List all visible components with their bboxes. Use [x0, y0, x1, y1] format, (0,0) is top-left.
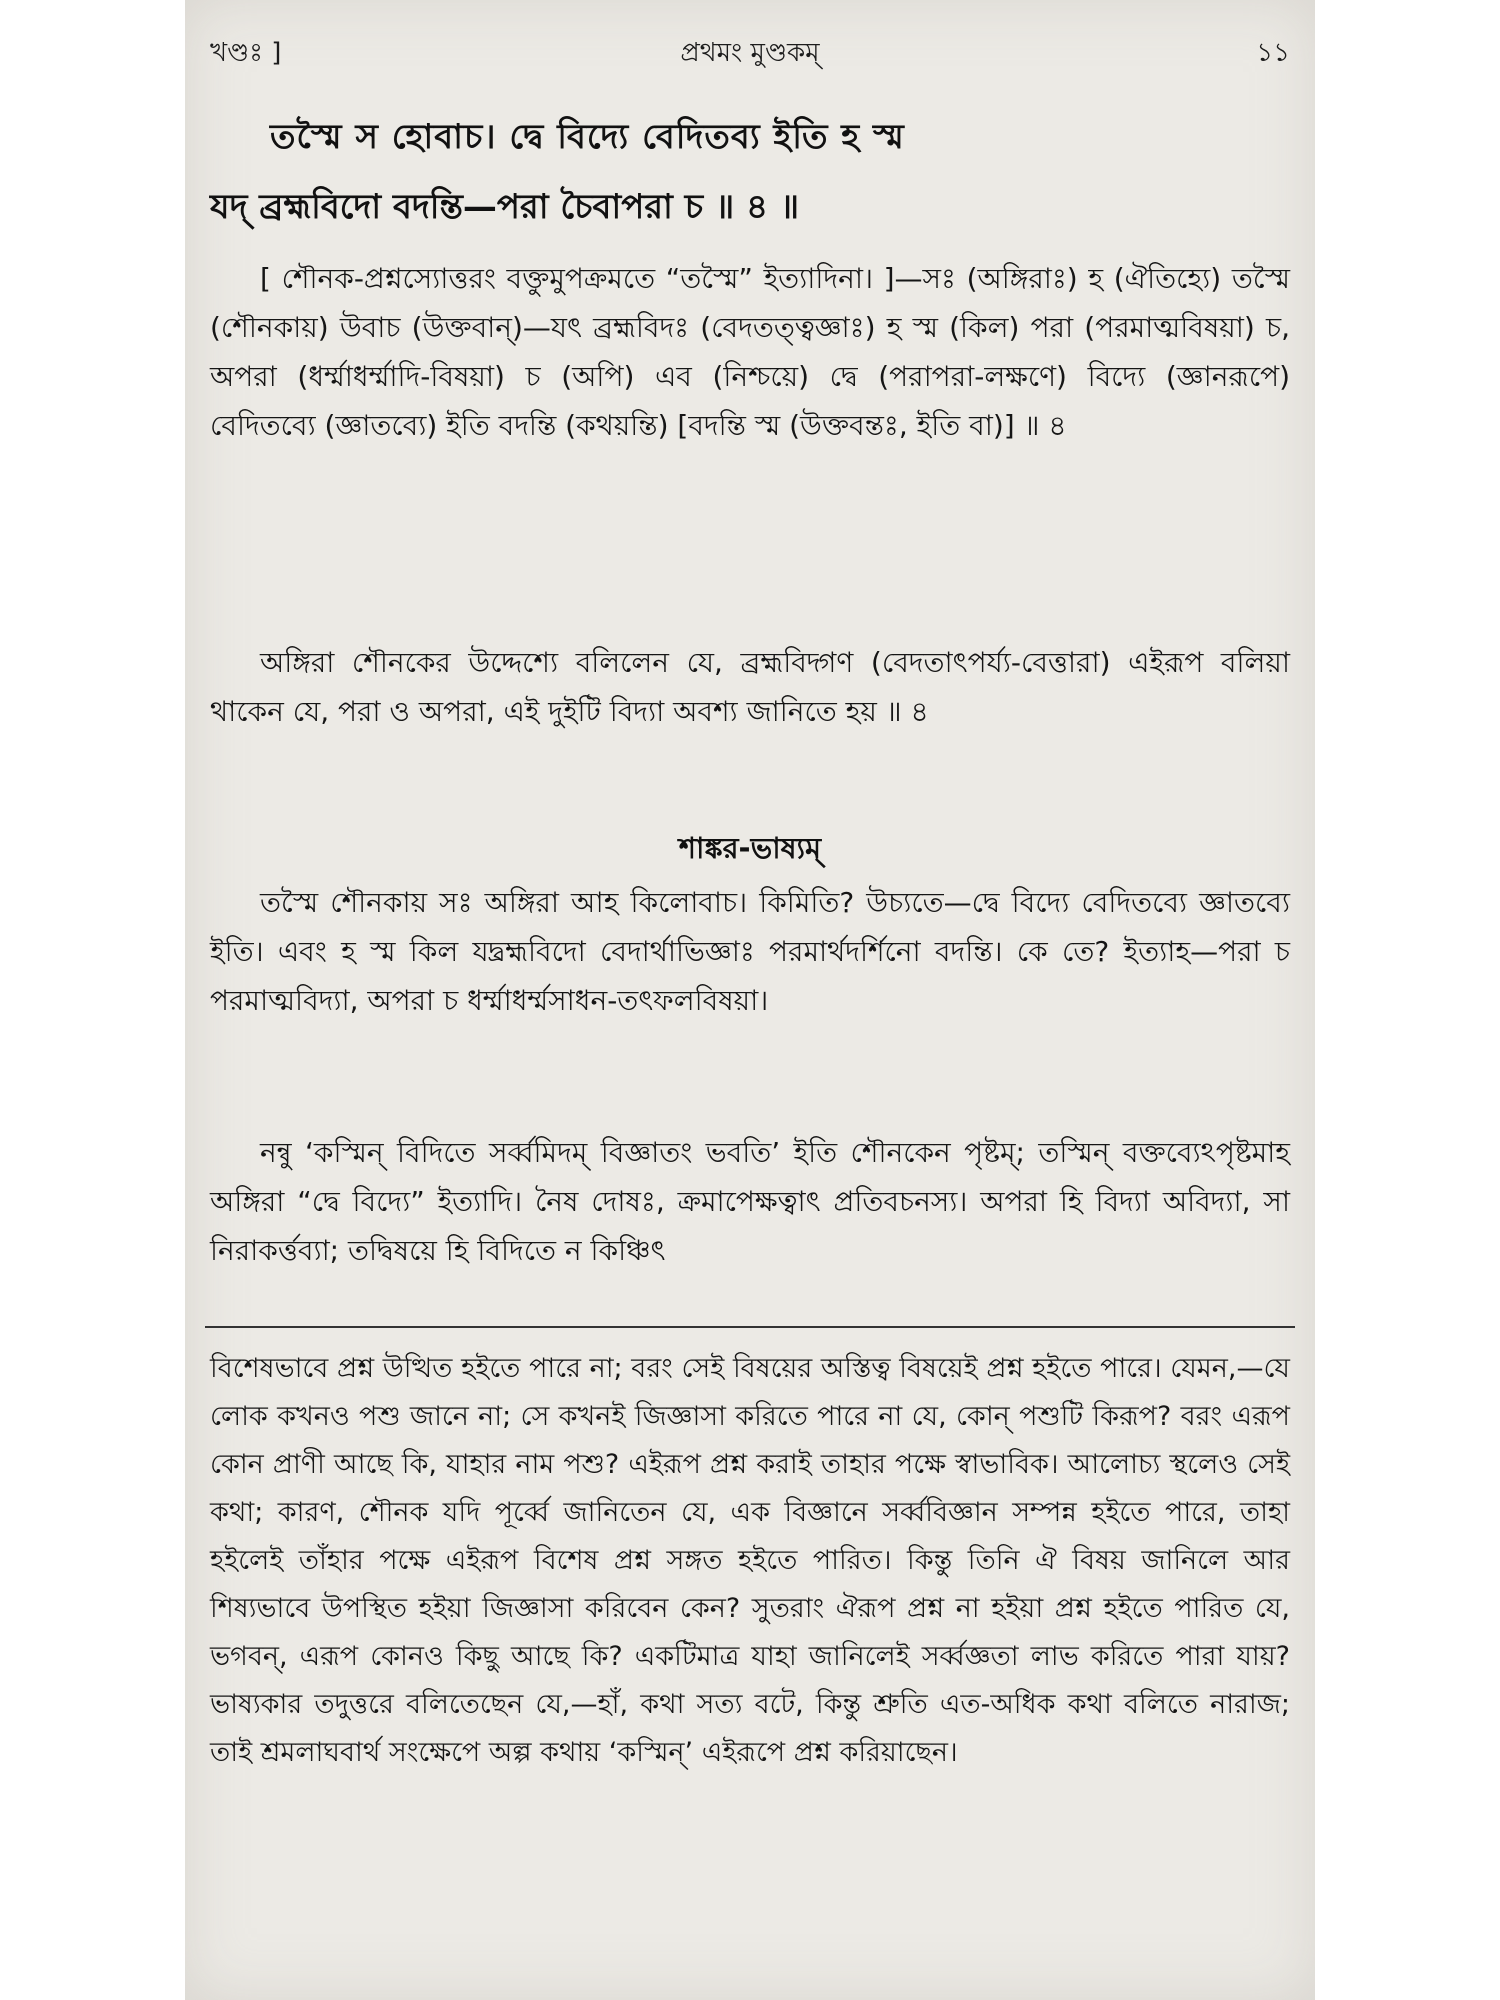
footnote-paragraph: বিশেষভাবে প্রশ্ন উত্থিত হইতে পারে না; বরং সেই বিষয়ের অস্তিত্ব বিষয়েই প্রশ্ন হইতে পারে। যেমন,—যে লোক কখনও পশু জানে না; সে কখনই জিজ্ঞাসা করিতে পারে না যে, কোন্ পশুটি কিরূপ? বরং এরূপ কোন প্রাণী আছে কি, যাহার নাম পশু? এইরূপ প্রশ্ন করাই তাহার পক্ষে স্বাভাবিক। আলোচ্য স্থলেও সেই কথা; কারণ, শৌনক যদি পূর্ব্বে জানিতেন যে, এক বিজ্ঞানে সর্ব্ববিজ্ঞান সম্পন্ন হইতে পারে, তাহা হইলেই তাঁহার পক্ষে এইরূপ বিশেষ প্রশ্ন সঙ্গত হইতে পারিত। কিন্তু তিনি ঐ বিষয় জানিলে আর শিষ্যভাবে উপস্থিত হইয়া জিজ্ঞাসা করিবেন কেন? সুতরাং ঐরূপ প্রশ্ন না হইয়া প্রশ্ন হইতে পারিত যে, ভগবন্, এরূপ কোনও কিছু আছে কি? একটিমাত্র যাহা জানিলেই সর্ব্বজ্ঞতা লাভ করিতে পারা যায়? ভাষ্যকার তদুত্তরে বলিতেছেন যে,—হাঁ, কথা সত্য বটে, কিন্তু শ্রুতি এত-অধিক কথা বলিতে নারাজ; তাই শ্রমলাঘবার্থ সংক্ষেপে অল্প কথায় ‘কস্মিন্’ এইরূপে প্রশ্ন করিয়াছেন।: [210, 1353, 1290, 1768]
commentary-paragraph: [ শৌনক-প্রশ্নস্যোত্তরং বক্তুমুপক্রমতে “তস্মৈ” ইত্যাদিনা। ]—সঃ (অঙ্গিরাঃ) হ (ঐতিহ্যে) তস্মৈ (শৌনকায়) উবাচ (উক্তবান্)—যৎ ব্রহ্মবিদঃ (বেদতত্ত্বজ্ঞাঃ) হ স্ম (কিল) পরা (পরমাত্মবিষয়া) চ, অপরা (ধর্ম্মাধর্ম্মাদি-বিষয়া) চ (অপি) এব (নিশ্চয়ে) দ্বে (পরাপরা-লক্ষণে) বিদ্যে (জ্ঞানরূপে) বেদিতব্যে (জ্ঞাতব্যে) ইতি বদন্তি (কথয়ন্তি) [বদন্তি স্ম (উক্তবন্তঃ, ইতি বা)] ॥ ৪: [210, 262, 1290, 442]
header-section-mark: খণ্ডঃ ]: [210, 38, 282, 68]
verse-line-2: যদ্ ব্রহ্মবিদো বদন্তি—পরা চৈবাপরা চ ॥ ৪ ॥: [210, 187, 800, 227]
book-page: [185, 0, 1315, 2000]
verse-line-1: তস্মৈ স হোবাচ। দ্বে বিদ্যে বেদিতব্য ইতি হ স্ম: [270, 117, 905, 157]
header-title: প্রথমং মুণ্ডকম্: [680, 38, 820, 68]
bhashya-paragraph-1: তস্মৈ শৌনকায় সঃ অঙ্গিরা আহ কিলোবাচ। কিমিতি? উচ্যতে—দ্বে বিদ্যে বেদিতব্যে জ্ঞাতব্যে ইতি। এবং হ স্ম কিল যদ্ব্রহ্মবিদো বেদার্থাভিজ্ঞাঃ পরমার্থদর্শিনো বদন্তি। কে তে? ইত্যাহ—পরা চ পরমাত্মবিদ্যা, অপরা চ ধর্ম্মাধর্ম্মসাধন-তৎফলবিষয়া।: [210, 886, 1290, 1017]
page-number: ১১: [1256, 38, 1290, 68]
bhashya-paragraph-2: নন্বু ‘কস্মিন্ বিদিতে সর্ব্বমিদম্ বিজ্ঞাতং ভবতি’ ইতি শৌনকেন পৃষ্টম্; তস্মিন্ বক্তব্যেঽপৃষ্টমাহ অঙ্গিরা “দ্বে বিদ্যে” ইত্যাদি। নৈষ দোষঃ, ক্রমাপেক্ষত্বাৎ প্রতিবচনস্য। অপরা হি বিদ্যা অবিদ্যা, সা নিরাকর্ত্তব্যা; তদ্বিষয়ে হি বিদিতে ন কিঞ্চিৎ: [210, 1136, 1290, 1267]
footnote-divider: [205, 1326, 1295, 1328]
running-header: [210, 32, 1290, 76]
bhashya-heading: শাঙ্কর-ভাষ্যম্: [678, 831, 822, 865]
translation-paragraph: অঙ্গিরা শৌনকের উদ্দেশ্যে বলিলেন যে, ব্রহ্মবিদ্গণ (বেদতাৎপর্য্য-বেত্তারা) এইরূপ বলিয়া থাকেন যে, পরা ও অপরা, এই দুইটি বিদ্যা অবশ্য জানিতে হয় ॥ ৪: [210, 646, 1290, 728]
